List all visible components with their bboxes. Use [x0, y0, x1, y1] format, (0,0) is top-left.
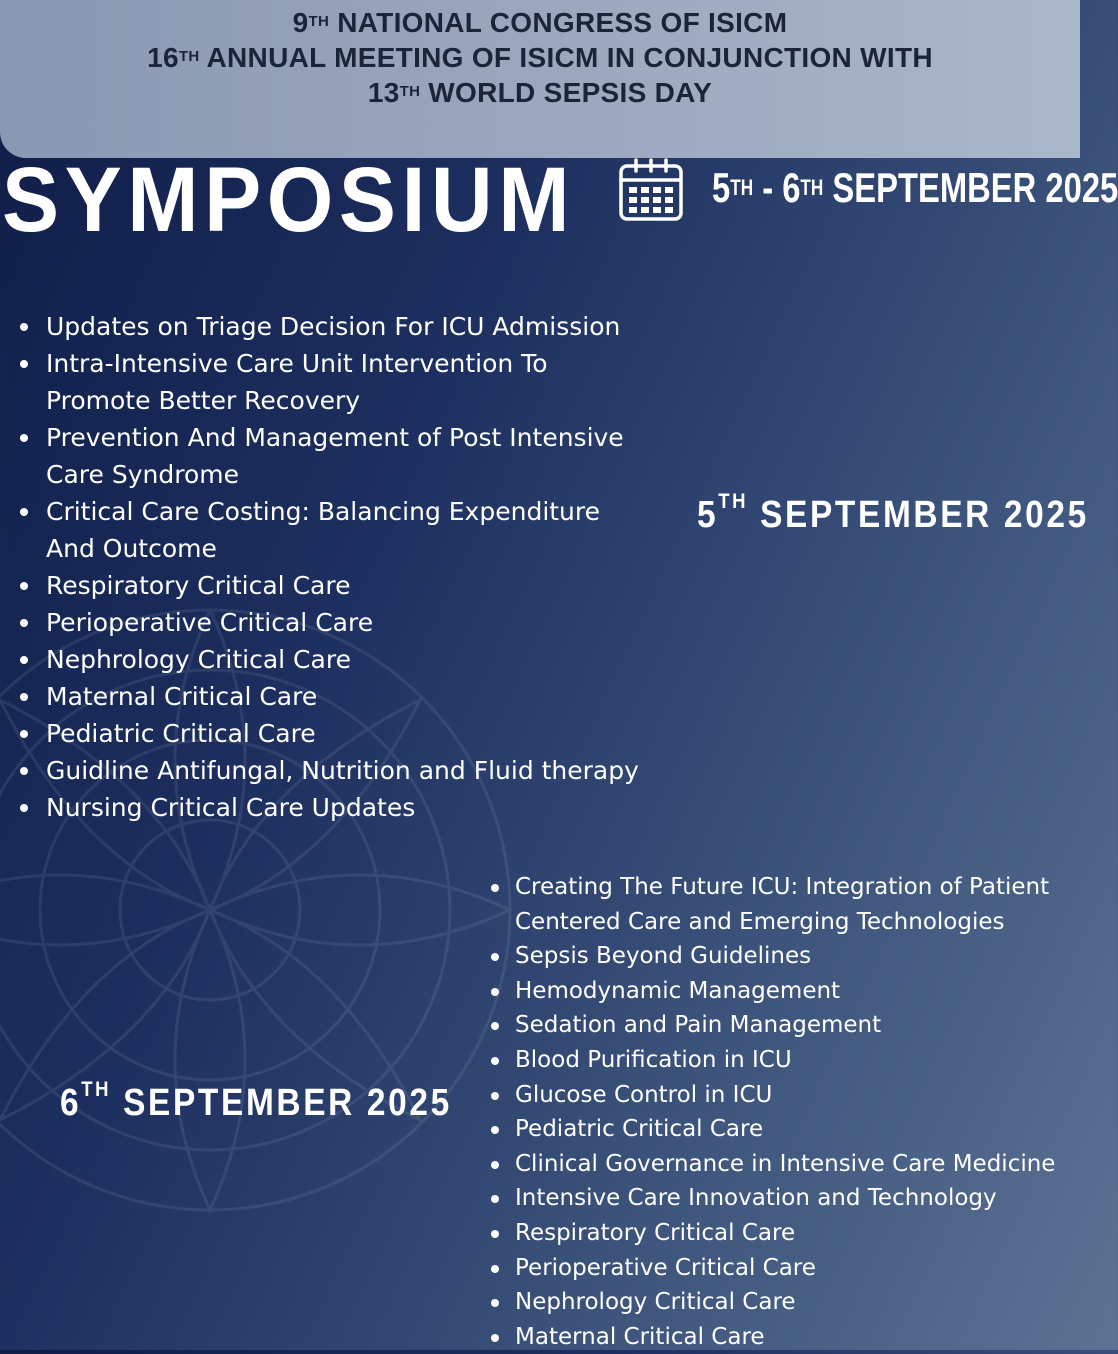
banner-line-1-text: NATIONAL CONGRESS OF ISICM: [329, 7, 788, 38]
list-item: Perioperative Critical Care: [515, 1251, 1075, 1286]
list-item: Creating The Future ICU: Integration of Patient Centered Care and Emerging Technologies: [515, 870, 1075, 939]
page-title: SYMPOSIUM: [2, 149, 576, 251]
banner-line-1-num: 9: [292, 7, 309, 38]
banner-line-2-sup: TH: [178, 48, 200, 65]
list-item: Intra-Intensive Care Unit Intervention To Promote Better Recovery: [46, 345, 656, 419]
day1-topic-list: [46, 308, 656, 826]
date-range-month-year: SEPTEMBER 2025: [823, 164, 1118, 211]
day1-heading-num: 5: [697, 494, 719, 536]
list-item: Critical Care Costing: Balancing Expenditure And Outcome: [46, 493, 656, 567]
banner-line-2-num: 16: [147, 42, 179, 73]
date-range-end-sup: TH: [800, 175, 824, 200]
banner-line-3-num: 13: [367, 77, 400, 108]
banner-line-3: [0, 75, 1080, 110]
list-item: Updates on Triage Decision For ICU Admission: [46, 308, 656, 345]
date-range-start: 5: [712, 164, 731, 211]
list-item: Maternal Critical Care: [46, 678, 656, 715]
list-item: Nursing Critical Care Updates: [46, 789, 656, 826]
list-item: Maternal Critical Care: [515, 1320, 1075, 1354]
banner-line-2-text: ANNUAL MEETING OF ISICM IN CONJUNCTION WITH: [199, 42, 933, 73]
date-range-start-sup: TH: [730, 175, 754, 200]
day1-heading-sup: TH: [718, 490, 749, 513]
date-range-end: 6: [782, 164, 801, 211]
banner-line-1: [0, 0, 1080, 40]
list-item: Nephrology Critical Care: [46, 641, 656, 678]
day2-heading-num: 6: [60, 1082, 82, 1124]
day1-heading-text: SEPTEMBER 2025: [748, 494, 1089, 536]
list-item: Glucose Control in ICU: [515, 1078, 1075, 1113]
list-item: Blood Purification in ICU: [515, 1043, 1075, 1078]
list-item: Hemodynamic Management: [515, 974, 1075, 1009]
banner-line-3-text: WORLD SEPSIS DAY: [420, 77, 713, 108]
banner-line-2: [0, 40, 1080, 75]
list-item: Clinical Governance in Intensive Care Medicine: [515, 1147, 1075, 1182]
day2-heading-text: SEPTEMBER 2025: [111, 1082, 452, 1124]
list-item: Respiratory Critical Care: [46, 567, 656, 604]
header-banner: [0, 0, 1080, 158]
list-item: Nephrology Critical Care: [515, 1285, 1075, 1320]
calendar-icon: [618, 158, 684, 222]
day2-heading-sup: TH: [81, 1078, 112, 1101]
list-item: Pediatric Critical Care: [515, 1112, 1075, 1147]
day2-heading: [60, 1078, 452, 1125]
list-item: Sedation and Pain Management: [515, 1008, 1075, 1043]
list-item: Pediatric Critical Care: [46, 715, 656, 752]
list-item: Sepsis Beyond Guidelines: [515, 939, 1075, 974]
date-range-separator: -: [753, 164, 783, 211]
list-item: Prevention And Management of Post Intensive Care Syndrome: [46, 419, 656, 493]
banner-line-1-sup: TH: [308, 13, 330, 30]
list-item: Intensive Care Innovation and Technology: [515, 1181, 1075, 1216]
banner-line-3-sup: TH: [399, 83, 421, 100]
day2-topic-list: [515, 870, 1075, 1354]
event-date-range: [712, 163, 1118, 213]
list-item: Perioperative Critical Care: [46, 604, 656, 641]
list-item: Guidline Antifungal, Nutrition and Fluid therapy: [46, 752, 656, 789]
list-item: Respiratory Critical Care: [515, 1216, 1075, 1251]
day1-heading: [697, 490, 1089, 537]
